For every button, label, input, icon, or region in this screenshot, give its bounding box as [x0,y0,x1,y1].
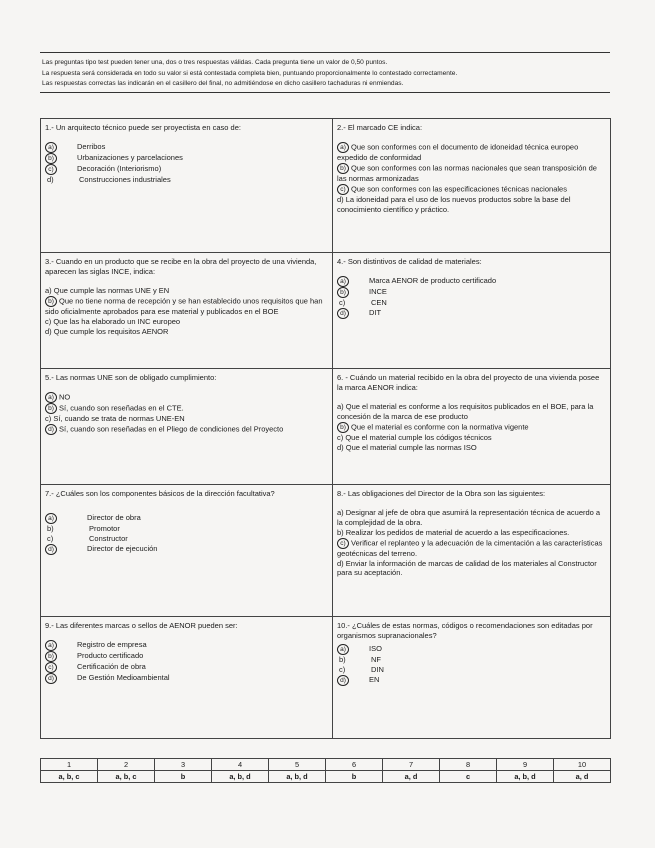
option-text: Derribos [77,141,106,151]
option-a [45,392,328,403]
question-7 [41,485,333,617]
option-d [45,327,328,337]
option-letter: a) [337,507,344,517]
answer-number: 6 [326,759,383,771]
question-title: 4.- Son distintivos de calidad de materiales: [337,257,482,266]
option-b [337,528,606,538]
option-d [337,308,606,319]
option-text: Que no tiene norma de recepción y se han establecido unos requisitos que han sido oficialmente aprobados para ese material y publicados en el BOE [45,296,323,316]
option-c [45,414,328,424]
option-text: Registro de empresa [77,639,147,649]
option-text: ISO [369,643,382,653]
option-letter: c) [339,664,346,674]
answer-circle: a) [337,276,349,287]
option-text: Urbanizaciones y parcelaciones [77,152,183,162]
option-a [45,640,328,651]
option-d [337,443,606,453]
answer-cell: c [440,771,497,783]
option-text: Enviar la información de marcas de calidad de los materiales al Constructor para su aceptación. [337,558,597,578]
answer-number: 9 [497,759,554,771]
option-b [45,153,328,164]
option-text: Que el material cumple los códigos técnicos [345,432,492,442]
option-d [45,424,328,435]
option-b [45,403,328,414]
question-title: 2.- El marcado CE indica: [337,123,423,132]
answer-circle: a) [45,142,57,153]
option-text: Sí, cuando se trata de normas UNE-EN [53,413,185,423]
option-text: INCE [369,286,387,296]
option-text: Que las ha elaborado un INC europeo [53,316,181,326]
question-title: 8.- Las obligaciones del Director de la Obra son las siguientes: [337,489,546,498]
option-text: Verificar el replanteo y la adecuación de la cimentación a las características geotécnicas del terreno. [337,538,603,558]
option-text: Que el material es conforme a los requisitos publicados en el BOE, para la concesión de la marca de ese producto [337,401,594,421]
option-text: Producto certificado [77,650,144,660]
option-c [337,298,606,308]
answer-circle: a) [337,644,349,655]
option-text: La idoneidad para el uso de los nuevos productos sobre la base del conocimiento científico y práctico. [337,194,571,214]
option-a [45,513,328,524]
answer-circle: b) [45,403,57,414]
option-letter: c) [45,413,52,423]
option-text: Que el material cumple las normas ISO [345,442,477,452]
question-4 [333,253,611,369]
option-b [45,524,328,534]
answer-number: 8 [440,759,497,771]
option-letter: d) [337,558,344,568]
question-title: 7.- ¿Cuáles son los componentes básicos de la dirección facultativa? [45,489,275,498]
option-letter: a) [45,285,52,295]
option-letter: a) [337,401,344,411]
option-letter: d) [45,326,52,336]
option-text: Director de ejecución [87,543,158,553]
option-text: Certificación de obra [77,661,146,671]
answer-circle: b) [337,163,349,174]
option-text: DIN [371,664,384,674]
instruction-line: Las respuestas correctas las indicarán en el casillero del final, no admitiéndose en dicho casillero tachaduras ni enmiendas. [42,80,404,87]
answer-number: 2 [98,759,155,771]
question-title: 10.- ¿Cuáles de estas normas, códigos o recomendaciones son editadas por organismos supranacionales? [337,621,593,640]
option-c [45,164,328,175]
answer-circle: b) [337,287,349,298]
answer-circle: b) [45,153,57,164]
answer-circle: c) [337,184,349,195]
option-d [337,559,606,579]
option-c [337,665,606,675]
question-5 [41,369,333,485]
answer-cell: a, d [383,771,440,783]
answer-number: 10 [554,759,611,771]
answer-cell: a, b, d [497,771,554,783]
question-title: 3.- Cuando en un producto que se recibe en la obra del proyecto de una vivienda, aparecen las siglas INCE, indica: [45,257,317,276]
option-b [337,163,606,184]
answer-circle: a) [45,392,57,403]
option-text: Que el material es conforme con la normativa vigente [351,422,529,432]
option-text: Director de obra [87,512,141,522]
option-text: Que son conformes con las normas nacionales que sean transposición de las normas armonizadas [337,163,597,183]
question-title: 1.- Un arquitecto técnico puede ser proyectista en caso de: [45,123,241,132]
answer-cell: a, b, c [41,771,98,783]
option-letter: c) [45,316,52,326]
option-c [45,662,328,673]
answer-circle: c) [45,662,57,673]
option-letter: b) [337,527,344,537]
question-1 [41,119,333,253]
answer-circle: b) [45,296,57,307]
option-a [337,508,606,528]
question-title: 5.- Las normas UNE son de obligado cumplimiento: [45,373,217,382]
answer-cell: a, b, d [212,771,269,783]
answer-number: 1 [41,759,98,771]
question-2 [333,119,611,253]
option-a [337,644,606,655]
option-a [45,286,328,296]
answer-circle: c) [337,538,349,549]
answer-circle: a) [337,142,349,153]
answer-number: 3 [155,759,212,771]
answer-number: 4 [212,759,269,771]
instruction-line: Las preguntas tipo test pueden tener una, dos o tres respuestas válidas. Cada pregunta tiene un valor de 0,50 puntos. [42,59,388,66]
option-letter: d) [337,442,344,452]
option-text: De Gestión Medioambiental [77,672,170,682]
answer-circle: a) [45,513,57,524]
option-letter: c) [337,432,344,442]
answer-table [40,758,611,783]
answer-circle: c) [45,164,57,175]
option-letter: d) [337,194,344,204]
intro-bottom-rule [40,92,610,93]
option-text: Que cumple las normas UNE y EN [53,285,170,295]
option-text: Sí, cuando son reseñadas en el Pliego de condiciones del Proyecto [59,424,284,434]
answer-cell: b [155,771,212,783]
answer-number: 5 [269,759,326,771]
option-letter: b) [339,654,346,664]
answer-circle: d) [45,424,57,435]
instruction-line: La respuesta será considerada en todo su valor si está contestada completa bien, puntuando proporcionalmente lo contestado correctamente. [42,69,458,77]
question-10 [333,617,611,739]
option-text: Designar al jefe de obra que asumirá la representación técnica de acuerdo a la complejidad de la obra. [337,507,601,527]
option-text: Promotor [89,523,120,533]
option-text: Constructor [89,533,128,543]
option-text: Realizar los pedidos de material de acuerdo a las especificaciones. [345,527,570,537]
option-d [45,175,328,185]
option-text: Sí, cuando son reseñadas en el CTE. [59,403,184,413]
option-a [337,276,606,287]
option-b [45,296,328,317]
option-a [337,142,606,163]
answer-circle: b) [337,422,349,433]
instructions [42,58,610,90]
answer-circle: d) [45,544,57,555]
answer-circle: d) [337,308,349,319]
option-d [45,544,328,555]
answer-circle: d) [337,675,349,686]
option-c [337,433,606,443]
top-rule [40,52,610,53]
question-9 [41,617,333,739]
option-text: EN [369,674,380,684]
option-c [337,538,606,559]
question-title: 6. - Cuándo un material recibido en la obra del proyecto de una vivienda posee la marca AENOR indica: [337,373,600,392]
option-text: DIT [369,307,382,317]
answer-circle: b) [45,651,57,662]
option-d [45,673,328,684]
option-text: Que son conformes con las especificaciones técnicas nacionales [351,184,567,194]
option-text: Decoración (Interiorismo) [77,163,162,173]
option-letter: c) [47,533,54,543]
answer-cell: a, d [554,771,611,783]
answer-number: 7 [383,759,440,771]
option-text: Marca AENOR de producto certificado [369,275,497,285]
option-d [337,675,606,686]
option-text: NO [59,392,71,402]
option-b [337,287,606,298]
question-3 [41,253,333,369]
option-letter: d) [47,174,54,184]
answer-cell: b [326,771,383,783]
answer-cell: a, b, c [98,771,155,783]
answer-cell: a, b, d [269,771,326,783]
question-title: 9.- Las diferentes marcas o sellos de AENOR pueden ser: [45,621,238,630]
option-text: Construcciones industriales [79,174,171,184]
option-c [45,534,328,544]
option-text: Que cumple los requisitos AENOR [53,326,169,336]
option-a [45,142,328,153]
option-c [337,184,606,195]
option-letter: b) [47,523,54,533]
option-text: CEN [371,297,387,307]
option-b [337,655,606,665]
option-c [45,317,328,327]
option-text: NF [371,654,381,664]
answer-circle: d) [45,673,57,684]
option-d [337,195,606,215]
question-8 [333,485,611,617]
question-6 [333,369,611,485]
answer-circle: a) [45,640,57,651]
questions-grid [40,118,611,739]
option-letter: c) [339,297,346,307]
option-b [45,651,328,662]
option-a [337,402,606,422]
option-b [337,422,606,433]
option-text: Que son conformes con el documento de idoneidad técnica europeo expedido de conformidad [337,142,579,162]
